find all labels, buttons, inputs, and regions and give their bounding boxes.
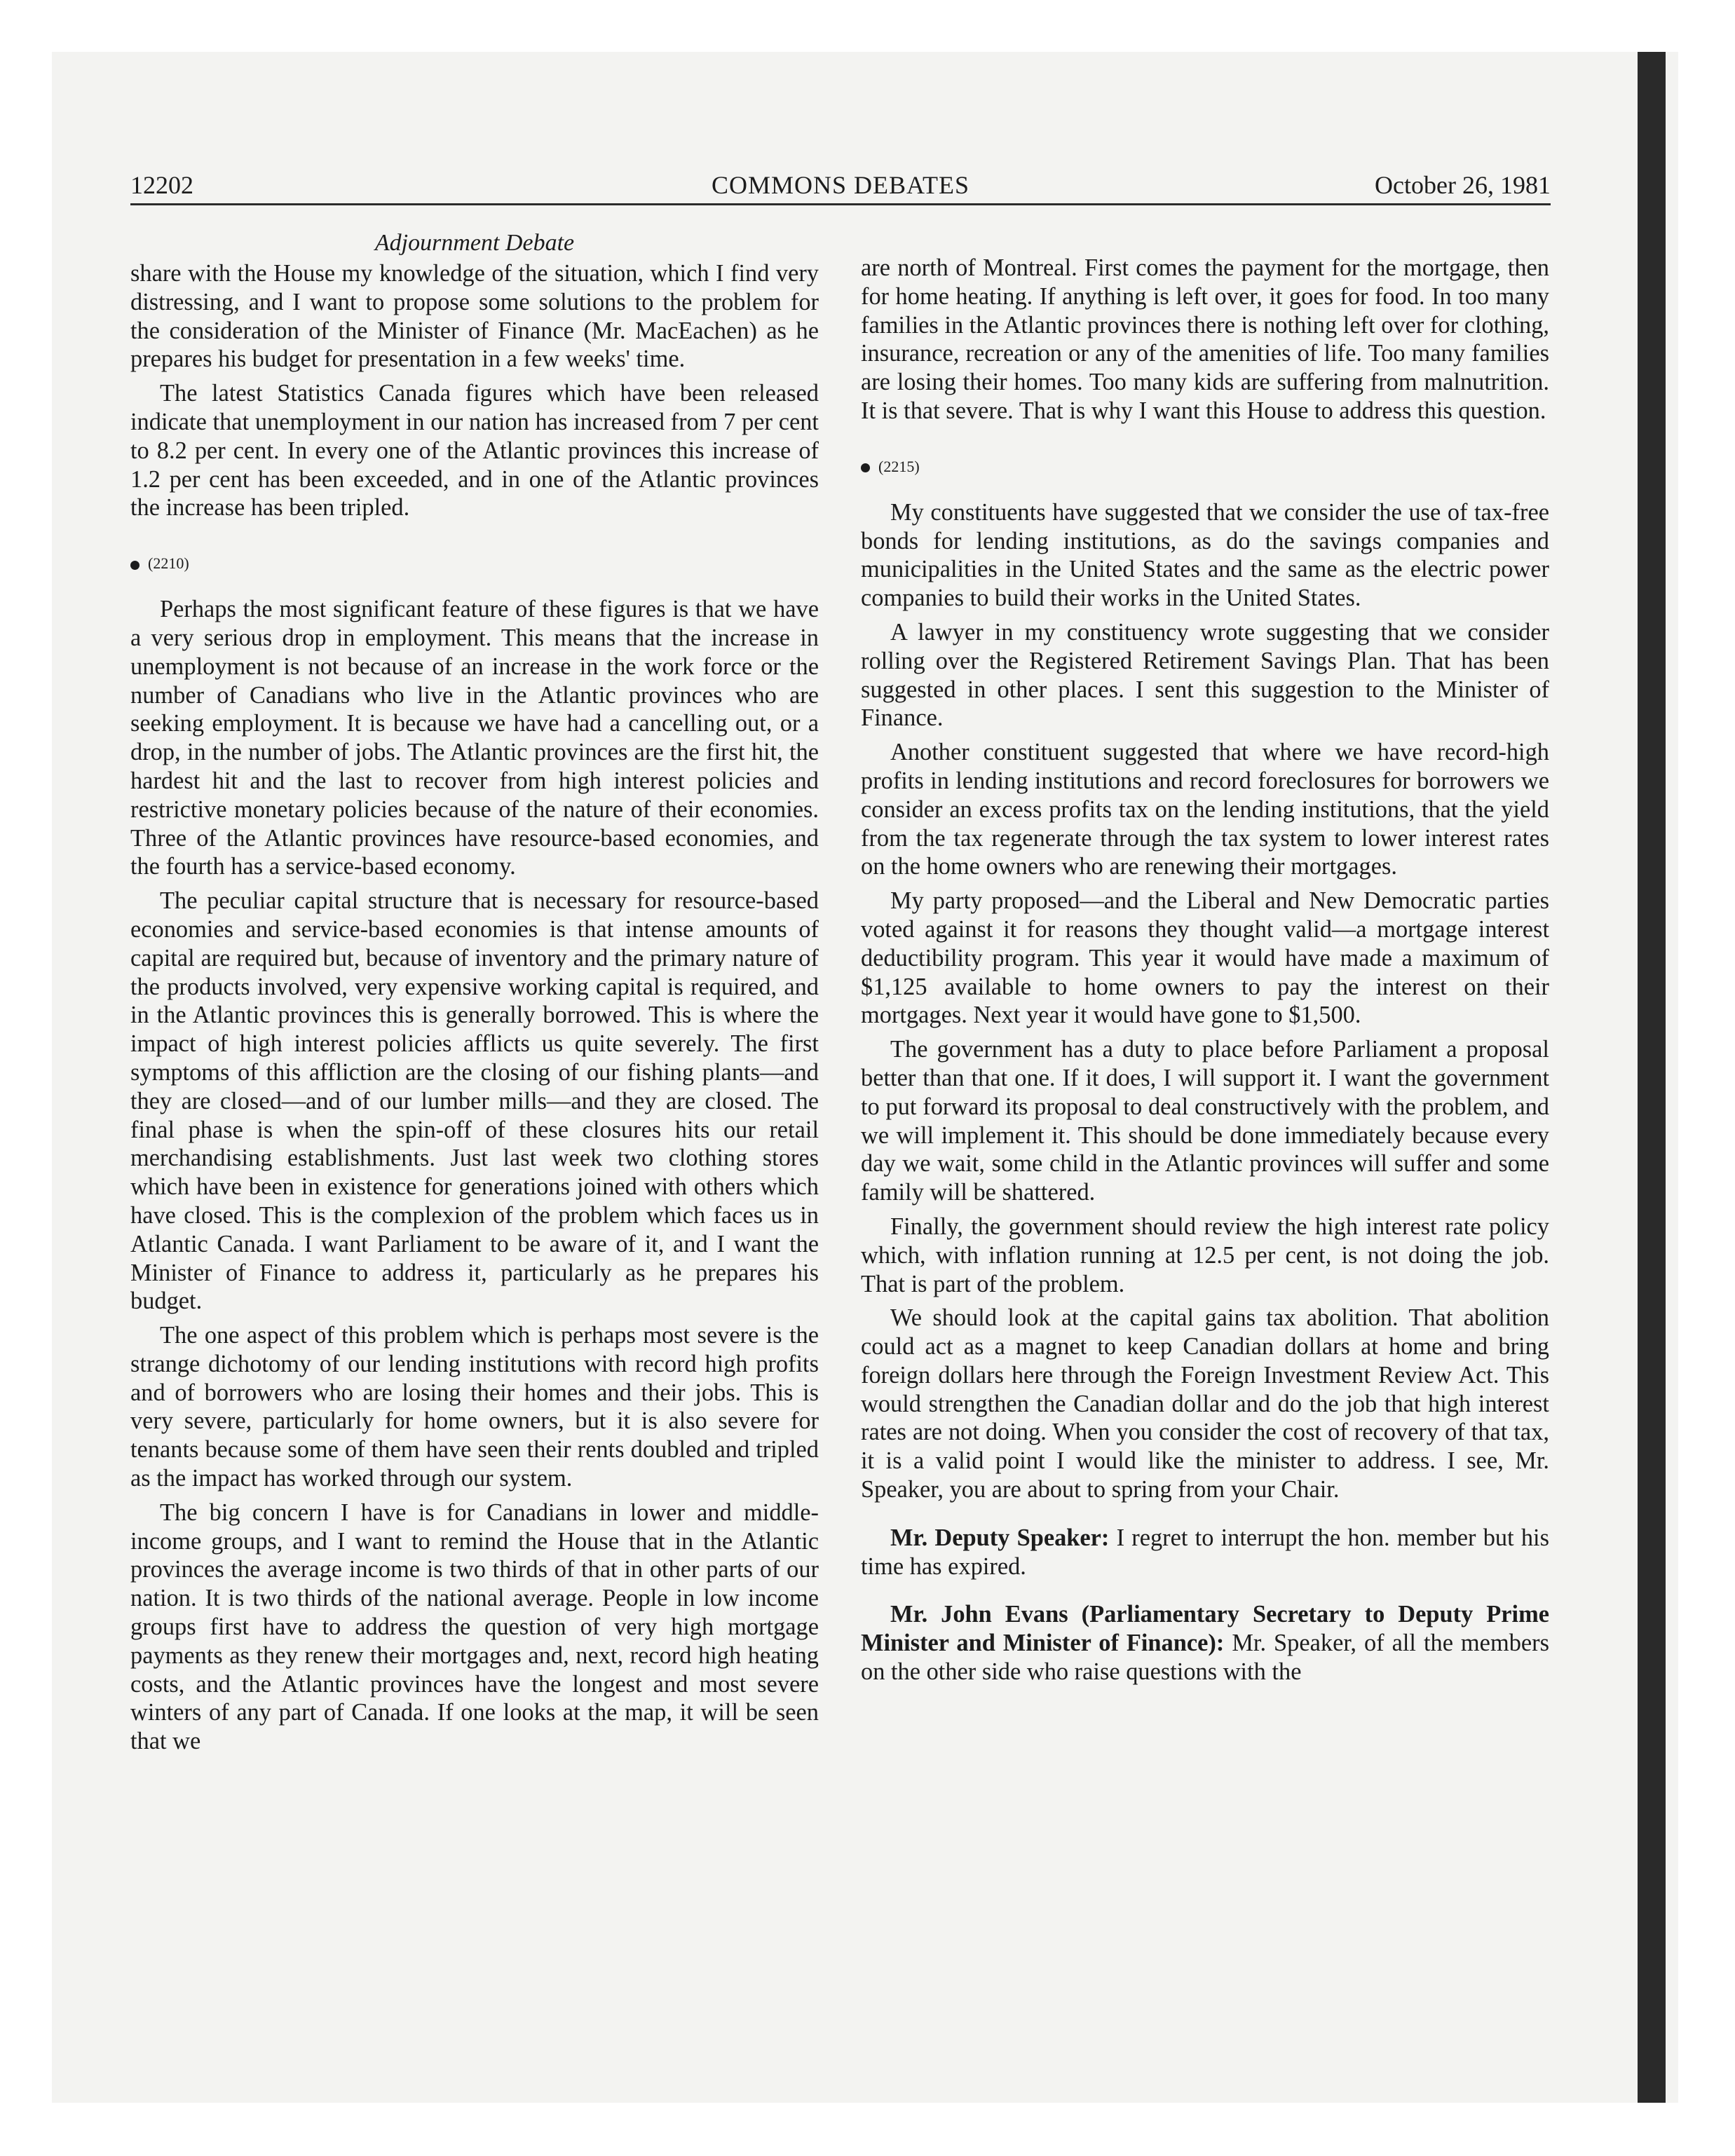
running-head: Adjournment Debate: [374, 230, 575, 256]
paragraph: are north of Montreal. First comes the payment for the mortgage, then for home heating. If anything is left over, it goes for food. In too many families in the Atlantic provinces there is nothing left over for clothing, insurance, recreation or any of the amenities of life. Too many families are losing their homes. Too many kids are suffering from malnutrition. It is that severe. That is why I want this House to address this question.: [861, 254, 1549, 424]
speaker-name: Mr. Deputy Speaker:: [890, 1524, 1110, 1551]
paragraph: We should look at the capital gains tax abolition. That abolition could act as a magnet to keep Canadian dollars at home and bring foreign dollars here through the Foreign Investment Review Act. This would strengthen the Canadian dollar and do the job that high interest rates are not doing. When you consider the cost of recovery of that tax, it is a valid point I would like the minister to address. I see, Mr. Speaker, you are about to spring from your Chair.: [861, 1304, 1549, 1503]
paragraph: The government has a duty to place before Parliament a proposal better than that one. If it does, I will support it. I want the government to put forward its proposal to deal constructively with the problem, and we will implement it. This should be done immediately because every day we wait, some child in the Atlantic provinces will suffer and some family will be shattered.: [861, 1036, 1549, 1206]
bullet-icon: [861, 463, 870, 472]
time-marker-label: (2210): [148, 554, 189, 573]
paragraph: A lawyer in my constituency wrote suggesting that we consider rolling over the Registered Retirement Savings Plan. That has been suggested in other places. I sent this suggestion to the Minister of Finance.: [861, 618, 1549, 732]
right-column: [861, 254, 1549, 1692]
paragraph: The latest Statistics Canada figures which have been released indicate that unemployment in our nation has increased from 7 per cent to 8.2 per cent. In every one of the Atlantic provinces this increase of 1.2 per cent has been exceeded, and in one of the Atlantic provinces the increase has been tripled.: [130, 380, 819, 521]
paragraph: My constituents have suggested that we consider the use of tax-free bonds for lending institutions, as do the savings companies and municipalities in the United States and the same as the electric power companies to build their works in the United States.: [861, 498, 1549, 612]
paragraph: share with the House my knowledge of the situation, which I find very distressing, and I want to propose some solutions to the problem for the consideration of the Minister of Finance (Mr. MacEachen) as he prepares his budget for presentation in a few weeks' time.: [130, 260, 819, 373]
paragraph: The peculiar capital structure that is necessary for resource-based economies and service-based economies is that intense amounts of capital are required but, because of inventory and the primary nature of the products involved, very expensive working capital is required, and in the Atlantic provinces this is generally borrowed. This is where the impact of high interest policies afflicts us quite severely. The first symptoms of this affliction are the closing of our fishing plants—and they are closed—and of our lumber mills—and they are closed. The final phase is when the spin-off of these closures hits our retail merchandising establishments. Just last week two clothing stores which have been in existence for generations joined with others which have closed. This is the complexion of the problem which faces us in Atlantic Canada. I want Parliament to be aware of it, and I want the Minister of Finance to address it, particularly as he prepares his budget.: [130, 887, 819, 1315]
paragraph: Another constituent suggested that where we have record-high profits in lending institutions and record foreclosures for borrowers we consider an excess profits tax on the lending institutions, that the yield from the tax regenerate through the tax system to lower interest rates on the home owners who are renewing their mortgages.: [861, 739, 1549, 880]
speech-john-evans: [861, 1600, 1549, 1686]
scan-edge-bar: [1638, 52, 1666, 2103]
page-date: October 26, 1981: [1375, 171, 1551, 199]
paragraph: Finally, the government should review the high interest rate policy which, with inflation running at 12.5 per cent, is not doing the job. That is part of the problem.: [861, 1213, 1549, 1297]
page-header: [130, 167, 1551, 205]
time-marker: [130, 553, 819, 574]
page-number: 12202: [130, 171, 193, 199]
speech-text: Mr. Speaker, of all the members on the other side who raise questions with the: [861, 1630, 1549, 1686]
left-column: [130, 259, 819, 1761]
time-marker: [861, 456, 1549, 477]
paragraph: Perhaps the most significant feature of these figures is that we have a very serious drop in employment. This means that the increase in unemployment is not because of an increase in the work force or the number of Canadians who live in the Atlantic provinces who are seeking employment. It is because we have had a cancelling out, or a drop, in the number of jobs. The Atlantic provinces are the first hit, the hardest hit and the last to recover from high interest policies and restrictive monetary policies because of the nature of their economies. Three of the Atlantic provinces have resource-based economies, and the fourth has a service-based economy.: [130, 596, 819, 880]
paragraph: The big concern I have is for Canadians in lower and middle-income groups, and I want to remind the House that in the Atlantic provinces the average income is two thirds of that in other parts of our nation. It is two thirds of the national average. People in low income groups first have to address the question of very high mortgage payments as they renew their mortgages and, next, record high heating costs, and the Atlantic provinces have the longest and most severe winters of any part of Canada. If one looks at the map, it will be seen that we: [130, 1499, 819, 1755]
time-marker-label: (2215): [878, 457, 920, 475]
speech-text: I regret to interrupt the hon. member but his time has expired.: [861, 1524, 1549, 1580]
publication-title: COMMONS DEBATES: [711, 171, 970, 199]
speech-deputy-speaker: [861, 1524, 1549, 1581]
paragraph: The one aspect of this problem which is perhaps most severe is the strange dichotomy of our lending institutions with record high profits and of borrowers who are losing their homes and their jobs. This is very severe, particularly for home owners, but it is also severe for tenants because some of them have seen their rents doubled and tripled as the impact has worked through our system.: [130, 1322, 819, 1492]
speaker-name: Mr. John Evans (Parliamentary Secretary to Deputy Prime Minister and Minister of Finance):: [861, 1601, 1549, 1657]
paragraph: My party proposed—and the Liberal and New Democratic parties voted against it for reasons they thought valid—a mortgage interest deductibility program. This year it would have made a maximum of $1,125 available to home owners to pay the interest on their mortgages. Next year it would have gone to $1,500.: [861, 887, 1549, 1029]
bullet-icon: [130, 561, 140, 570]
